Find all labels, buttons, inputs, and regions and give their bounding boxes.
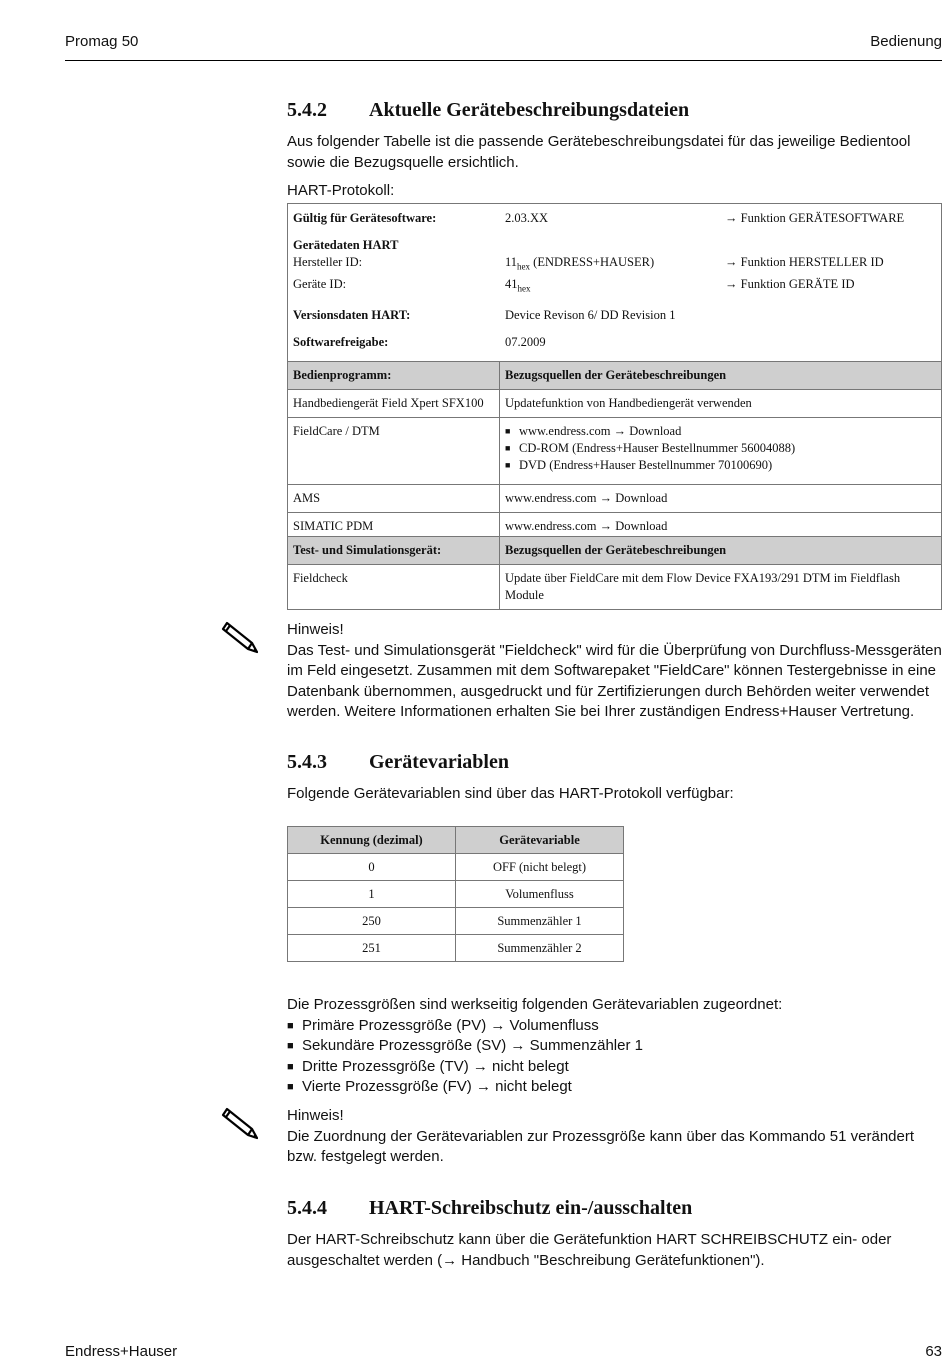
variables-table	[287, 826, 624, 962]
program-name: SIMATIC PDM	[288, 513, 500, 541]
list-item: ■ www.endress.com → Download	[505, 423, 936, 440]
test-device-name: Fieldcheck	[288, 565, 500, 610]
section-number: 5.4.3	[287, 751, 327, 773]
page-number: 63	[925, 1343, 942, 1360]
variables-box	[287, 826, 942, 962]
list-item: ■ CD-ROM (Endress+Hauser Bestellnummer 56004088)	[505, 440, 936, 457]
section-542	[287, 99, 942, 202]
table-row	[288, 881, 624, 908]
hart-label: Gerätedaten HART	[293, 238, 399, 252]
note-text: Die Zuordnung der Gerätevariablen zur Prozessgröße kann über das Kommando 51 verändert bzw. festgelegt werden.	[287, 1127, 915, 1165]
sw-ref: → Funktion GERÄTESOFTWARE	[725, 211, 905, 225]
section-543-heading	[287, 751, 942, 774]
table-row	[288, 565, 942, 610]
section-title: Aktuelle Gerätebeschreibungsdateien	[369, 99, 690, 121]
mfr-ref: → Funktion HERSTELLER ID	[725, 255, 884, 269]
pencil-icon	[218, 616, 258, 656]
dev-num: 41	[505, 276, 518, 291]
section-544-heading	[287, 1197, 942, 1220]
table-row	[288, 935, 624, 962]
dev-ref: → Funktion GERÄTE ID	[725, 276, 855, 291]
var-head: Gerätevariable	[456, 827, 624, 854]
mfr-sub: hex	[517, 261, 531, 272]
program-name: AMS	[288, 485, 500, 513]
assign-intro: Die Prozessgrößen sind werkseitig folgenden Gerätevariablen zugeordnet:	[287, 996, 783, 1013]
device-info-box	[287, 203, 942, 541]
source-list	[505, 423, 936, 474]
test-device-box	[287, 536, 942, 610]
list-item: ■ Primäre Prozessgröße (PV) → Volumenfluss	[287, 1016, 942, 1037]
test-device-source: Update über FieldCare mit dem Flow Device FXA193/291 DTM im Fieldflash Module	[500, 565, 942, 610]
sw-label: Gültig für Gerätesoftware:	[293, 211, 437, 225]
program-name: FieldCare / DTM	[288, 418, 500, 485]
var-name: Summenzähler 2	[456, 935, 624, 962]
header-rule	[65, 60, 942, 61]
test-source-head: Bezugsquellen der Gerätebeschreibungen	[500, 537, 942, 565]
dev-sub: hex	[517, 283, 531, 293]
var-name: Volumenfluss	[456, 881, 624, 908]
test-head: Test- und Simulationsgerät:	[288, 537, 500, 565]
note-title: Hinweis!	[287, 621, 344, 638]
header-title: Promag 50	[65, 33, 139, 50]
device-info-table	[287, 203, 942, 362]
rel-label: Softwarefreigabe:	[293, 335, 389, 349]
program-head: Bedienprogramm:	[288, 362, 500, 390]
program-source: www.endress.com → Download	[500, 485, 942, 513]
table-row	[288, 854, 624, 881]
var-id: 1	[288, 881, 456, 908]
rel-value: 07.2009	[505, 335, 546, 349]
section-title: HART-Schreibschutz ein-/ausschalten	[369, 1197, 693, 1219]
table-row	[288, 485, 942, 513]
table-row	[288, 418, 942, 485]
section-number: 5.4.2	[287, 99, 327, 121]
source-head: Bezugsquellen der Gerätebeschreibungen	[500, 362, 942, 390]
section-542-heading	[287, 99, 942, 122]
note-title: Hinweis!	[287, 1107, 344, 1124]
list-item: ■ Sekundäre Prozessgröße (SV) → Summenzähler 1	[287, 1036, 942, 1057]
program-source	[500, 418, 942, 485]
mfr-num: 11	[505, 255, 518, 269]
section-543-intro: Folgende Gerätevariablen sind über das HART-Protokoll verfügbar:	[287, 785, 734, 802]
table-row	[288, 908, 624, 935]
ver-value: Device Revison 6/ DD Revision 1	[505, 308, 676, 322]
program-source: www.endress.com → Download	[500, 513, 942, 541]
dev-value	[500, 276, 720, 298]
list-item: ■ Vierte Prozessgröße (FV) → nicht belegt	[287, 1077, 942, 1098]
section-542-intro: Aus folgender Tabelle ist die passende Gerätebeschreibungsdatei für das jeweilige Bedientool sowie die Bezugsquelle ersichtlich.	[287, 133, 911, 171]
mfr-value	[500, 254, 720, 276]
note-text: Das Test- und Simulationsgerät "Fieldcheck" wird für die Überprüfung von Durchfluss-Messgeräten im Feld eingesetzt. Zusammen mit dem Softwarepaket "FieldCare" können Testergebnisse in eine Datenbank übernommen, ausgedruckt und für Zertifizierungen durch Behörden weiter verwendet werden. Weitere Informationen erhalten Sie bei Ihrer zuständigen Endress+Hauser Vertretung.	[287, 641, 942, 720]
assignment-block	[287, 995, 942, 1098]
section-title: Gerätevariablen	[369, 751, 509, 773]
header-section: Bedienung	[870, 33, 942, 50]
ver-label: Versionsdaten HART:	[293, 308, 411, 322]
var-name: Summenzähler 1	[456, 908, 624, 935]
list-item: ■ DVD (Endress+Hauser Bestellnummer 70100690)	[505, 457, 936, 474]
note-2	[287, 1106, 942, 1168]
program-table	[287, 361, 942, 541]
var-id: 251	[288, 935, 456, 962]
section-543	[287, 751, 942, 805]
note-1	[287, 620, 942, 723]
program-name: Handbediengerät Field Xpert SFX100	[288, 390, 500, 418]
var-id: 0	[288, 854, 456, 881]
dev-label: Geräte ID:	[293, 276, 347, 291]
section-number: 5.4.4	[287, 1197, 327, 1219]
mfr-label: Hersteller ID:	[293, 255, 363, 269]
table-row	[288, 390, 942, 418]
section-544	[287, 1197, 942, 1271]
footer-company: Endress+Hauser	[65, 1343, 178, 1360]
section-544-text: Der HART-Schreibschutz kann über die Gerätefunktion HART SCHREIBSCHUTZ ein- oder ausgeschaltet werden (→ Handbuch "Beschreibung Gerätefunktionen").	[287, 1231, 892, 1269]
assign-list	[287, 1016, 942, 1098]
mfr-rest: (ENDRESS+HAUSER)	[530, 255, 655, 269]
pencil-icon	[218, 1102, 258, 1142]
test-table	[287, 536, 942, 610]
protocol-label: HART-Protokoll:	[287, 182, 395, 199]
sw-value: 2.03.XX	[505, 211, 549, 225]
var-id: 250	[288, 908, 456, 935]
program-source: Updatefunktion von Handbediengerät verwenden	[500, 390, 942, 418]
list-item: ■ Dritte Prozessgröße (TV) → nicht belegt	[287, 1057, 942, 1078]
id-head: Kennung (dezimal)	[288, 827, 456, 854]
var-name: OFF (nicht belegt)	[456, 854, 624, 881]
